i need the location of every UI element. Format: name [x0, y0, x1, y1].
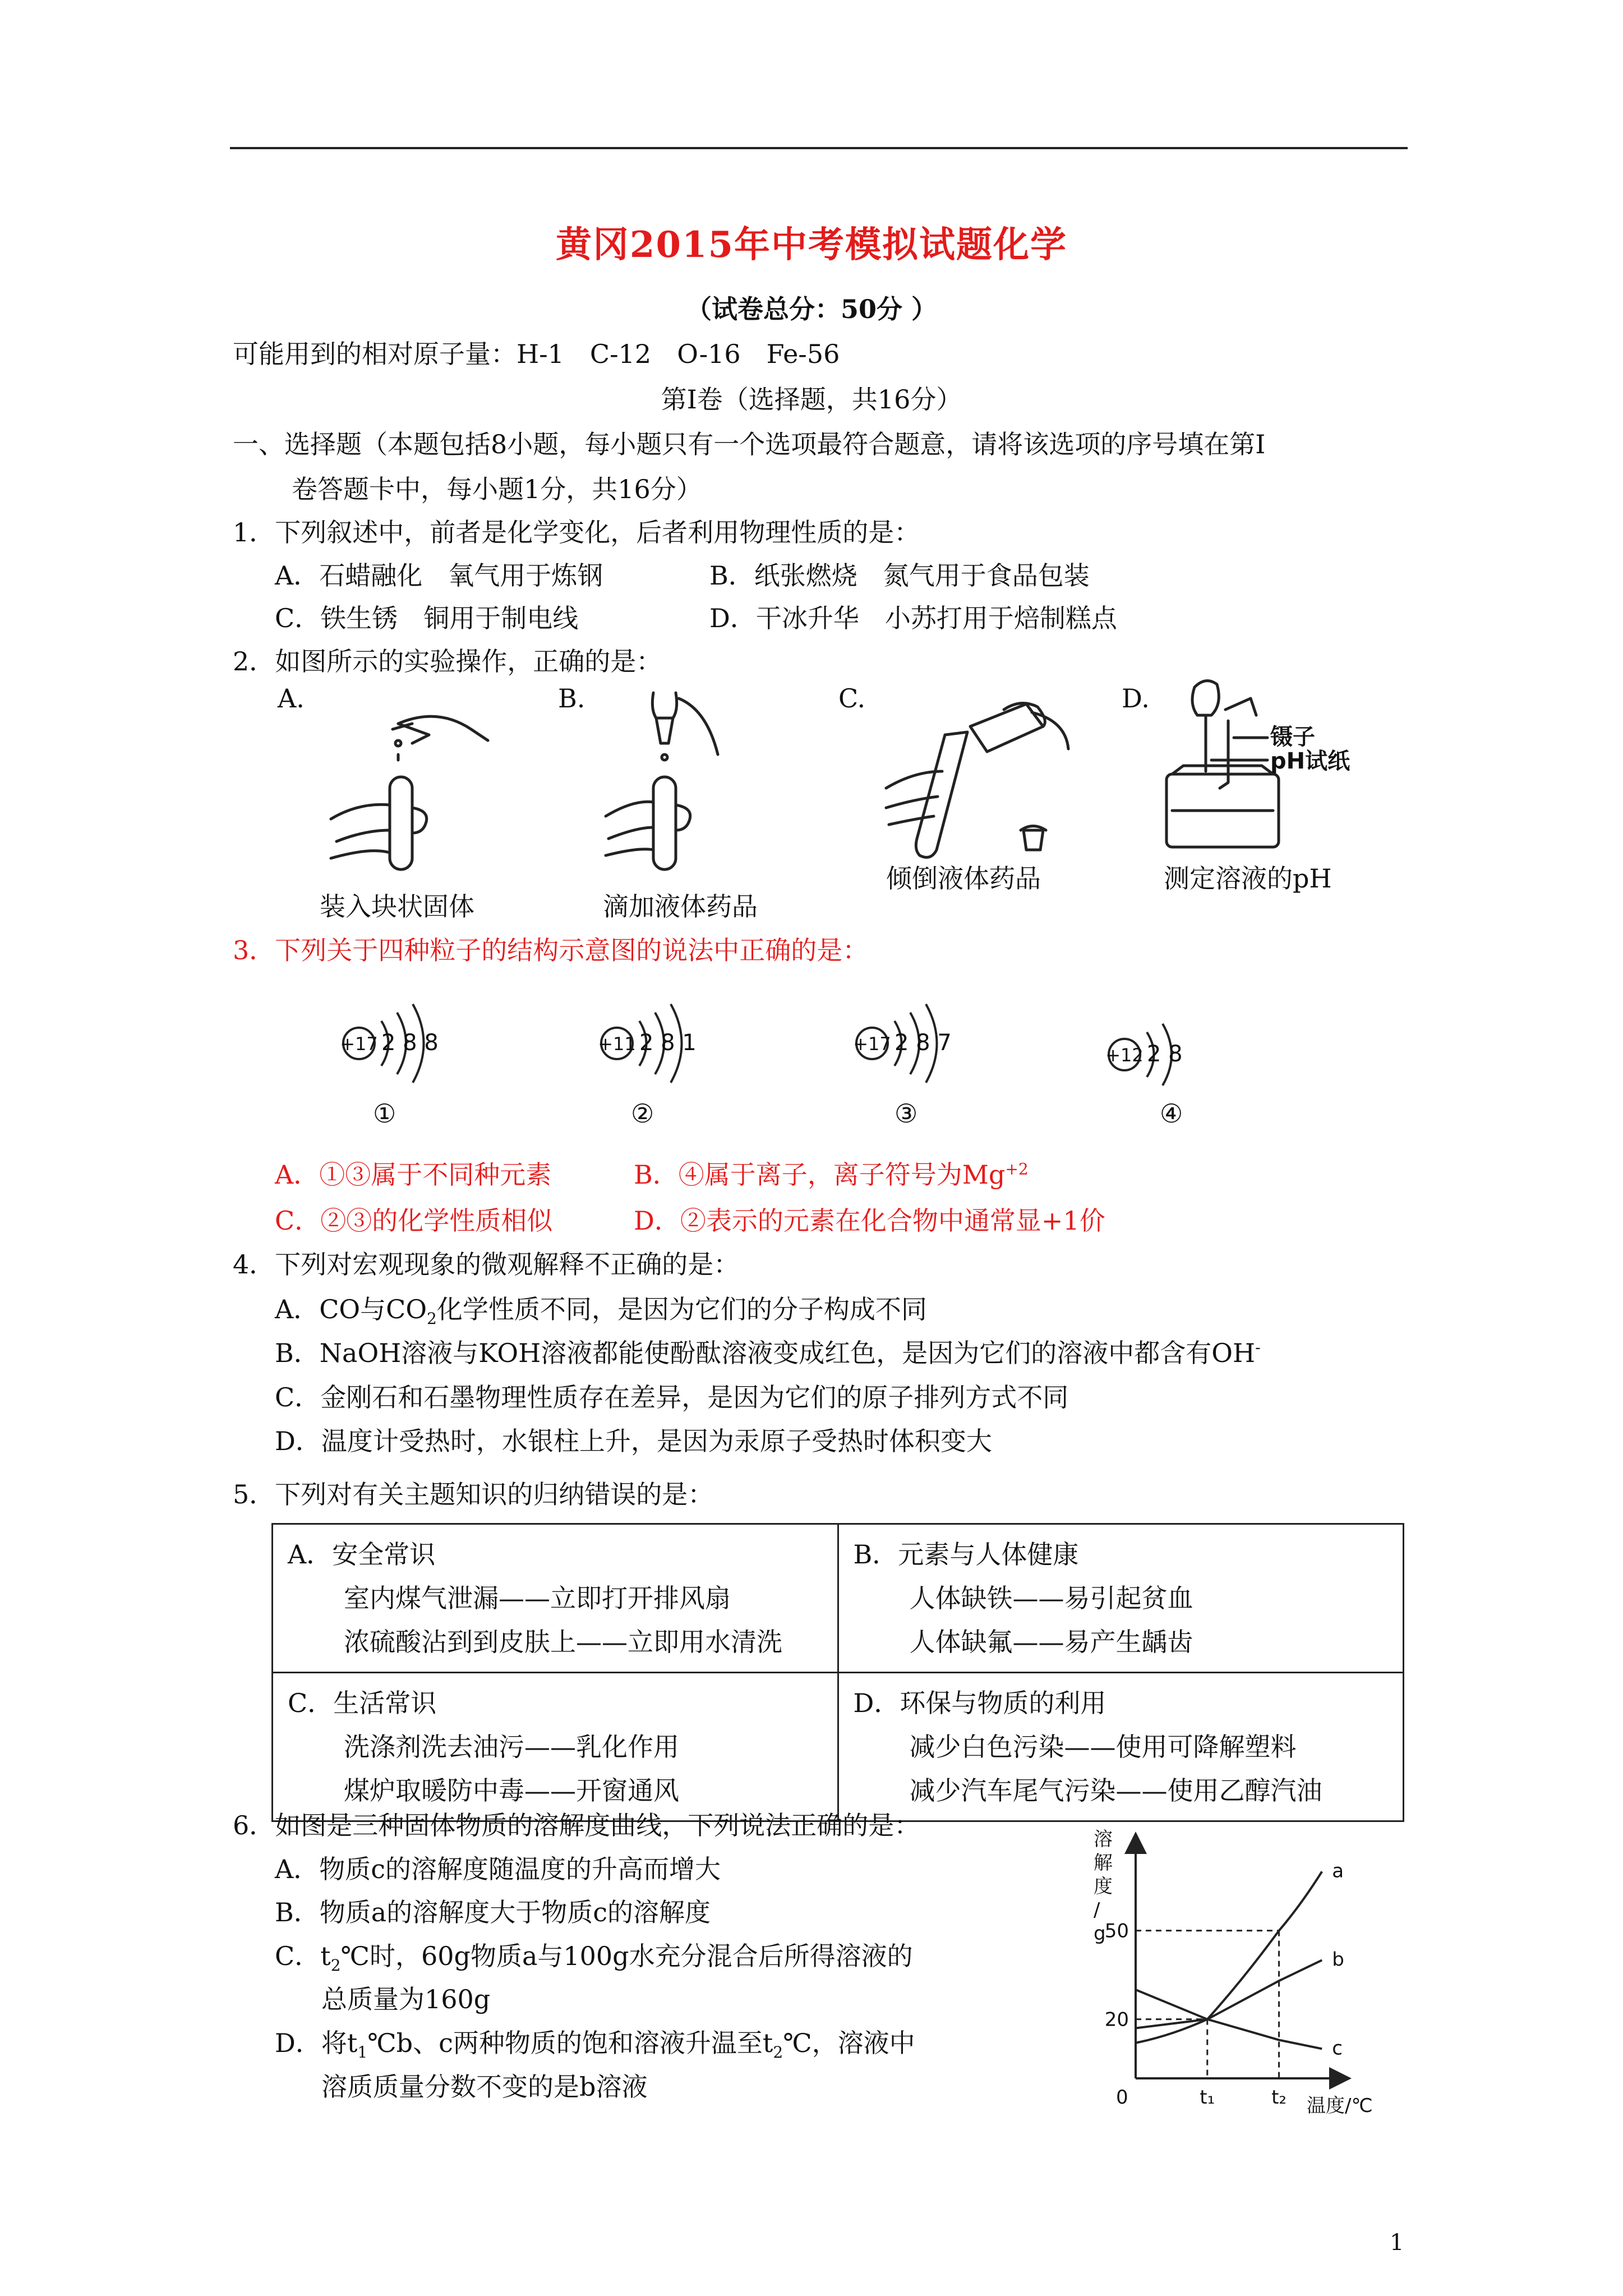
q3-option-a: A．①③属于不同种元素: [275, 1159, 552, 1190]
q4-option-a: [275, 1289, 927, 1328]
q1-option-c: C．铁生锈 铜用于制电线: [275, 603, 579, 633]
series-a-label: a: [1332, 1860, 1344, 1883]
fig-d-ph-test: [1144, 676, 1380, 855]
particle-3: [844, 982, 979, 1094]
exam-subtitle: （试卷总分：50分 ）: [685, 294, 938, 324]
q3-option-b-text: B．④属于离子，离子符号为Mg: [634, 1159, 1006, 1190]
q5-cell-d-title: D．环保与物质的利用: [853, 1688, 1106, 1718]
q5-cell-a-line2: 浓硫酸沾到到皮肤上——立即用水清洗: [344, 1627, 782, 1657]
q2-letter-b: B.: [558, 683, 585, 714]
q6-option-d-line2: 溶质质量分数不变的是b溶液: [321, 2072, 648, 2102]
q2-stem: 2．如图所示的实验操作，正确的是：: [233, 646, 662, 677]
q4-b-sup: -: [1255, 1338, 1261, 1357]
q3-option-d: D．②表示的元素在化合物中通常显+1价: [634, 1205, 1105, 1236]
q6-d-sub2: 2: [773, 2043, 783, 2062]
q5-cell-b-title: B．元素与人体健康: [853, 1539, 1079, 1570]
q6-option-a: A．物质c的溶解度随温度的升高而增大: [275, 1854, 721, 1884]
q5-cell-c-line1: 洗涤剂洗去油污——乳化作用: [344, 1732, 679, 1762]
particle-4-shells: 2 8: [1147, 1041, 1183, 1067]
q5-summary-table: [271, 1523, 1404, 1822]
q6-d-pre: D．将t: [275, 2028, 358, 2058]
q6-stem: 6．如图是三种固体物质的溶解度曲线，下列说法正确的是：: [233, 1810, 920, 1841]
fig-c-caption: 倾倒液体药品: [886, 863, 1041, 894]
part1-instruction-1: 一、选择题（本题包括8小题，每小题只有一个选项最符合题意，请将该选项的序号填在第Ⅰ: [233, 429, 1266, 459]
exam-title: 黄冈2015年中考模拟试题化学: [555, 224, 1068, 266]
q1-option-a: A．石蜡融化 氧气用于炼钢: [275, 560, 603, 591]
q2-letter-d: D.: [1122, 683, 1150, 714]
fig-c-pour-liquid: [875, 687, 1077, 872]
fig-a-caption: 装入块状固体: [320, 891, 474, 922]
q6-c-post: ℃时，60g物质a与100g水充分混合后所得溶液的: [340, 1941, 913, 1971]
q4-a-sub: 2: [427, 1309, 437, 1328]
q5-cell-a: [273, 1524, 838, 1673]
q4-option-c: C．金刚石和石墨物理性质存在差异，是因为它们的原子排列方式不同: [275, 1382, 1069, 1412]
q5-cell-b-line2: 人体缺氟——易产生龋齿: [909, 1627, 1193, 1657]
fig-d-label-tweezers: 镊子: [1270, 724, 1315, 750]
solubility-chart: [1082, 1823, 1396, 2137]
q4-a-post: 化学性质不同，是因为它们的分子构成不同: [436, 1294, 927, 1324]
particle-3-nucleus: +17: [853, 1033, 891, 1055]
q5-cell-c-title: C．生活常识: [288, 1688, 437, 1718]
q6-d-mid: ℃b、c两种物质的饱和溶液升温至t: [367, 2028, 773, 2058]
q2-letter-a: A.: [278, 683, 305, 714]
q4-option-b: [275, 1333, 1261, 1370]
particle-3-label: ③: [895, 1098, 918, 1129]
y-tick-50: 50: [1104, 1920, 1129, 1943]
particle-4: [1096, 982, 1231, 1094]
section-title: 第Ⅰ卷（选择题，共16分）: [661, 384, 962, 415]
fig-d-label-paper: pH试纸: [1270, 748, 1350, 774]
series-c-line: [1136, 1990, 1322, 2049]
part1-instruction-2: 卷答题卡中，每小题1分，共16分）: [292, 474, 702, 504]
series-b-label: b: [1332, 1948, 1344, 1971]
fig-d-caption: 测定溶液的pH: [1164, 863, 1332, 894]
q5-cell-a-line1: 室内煤气泄漏——立即打开排风扇: [344, 1583, 731, 1613]
particle-2-shells: 2 8 1: [639, 1030, 697, 1056]
particle-4-nucleus: +12: [1105, 1045, 1144, 1066]
q6-option-b: B．物质a的溶解度大于物质c的溶解度: [275, 1897, 711, 1927]
q5-cell-c-line2: 煤炉取暖防中毒——开窗通风: [344, 1775, 679, 1806]
page-number: 1: [1390, 2230, 1404, 2256]
q4-option-d: D．温度计受热时，水银柱上升，是因为汞原子受热时体积变大: [275, 1426, 992, 1456]
q5-cell-d-line1: 减少白色污染——使用可降解塑料: [909, 1732, 1297, 1762]
y-axis-label: 溶解度/ g: [1094, 1828, 1113, 1945]
q5-cell-a-title: A．安全常识: [288, 1539, 436, 1570]
q6-c-pre: C．t: [275, 1941, 331, 1971]
series-c-label: c: [1332, 2037, 1343, 2060]
q3-option-b: [634, 1154, 1029, 1191]
q5-cell-b: [838, 1524, 1404, 1673]
x-tick-1: t₁: [1200, 2086, 1215, 2109]
x-tick-2: t₂: [1271, 2086, 1287, 2109]
particle-1-shells: 2 8 8: [381, 1030, 439, 1056]
q5-cell-d: [838, 1673, 1404, 1821]
particle-1-label: ①: [373, 1098, 396, 1129]
q6-d-post: ℃，溶液中: [783, 2028, 915, 2058]
q3-option-c: C．②③的化学性质相似: [275, 1205, 553, 1236]
q3-option-b-charge: +2: [1005, 1159, 1029, 1179]
particle-1-nucleus: +17: [340, 1033, 378, 1055]
particle-1: [331, 982, 465, 1094]
q4-b-text: B．NaOH溶液与KOH溶液都能使酚酞溶液变成红色，是因为它们的溶液中都含有OH: [275, 1338, 1256, 1368]
fig-b-caption: 滴加液体药品: [603, 891, 758, 922]
series-a-line: [1136, 1871, 1322, 2042]
origin-label: 0: [1116, 2086, 1128, 2109]
top-rule: [230, 147, 1408, 149]
y-tick-20: 20: [1104, 2008, 1129, 2031]
particle-3-shells: 2 8 7: [895, 1030, 952, 1056]
x-axis-label: 温度/℃: [1307, 2095, 1373, 2117]
q1-option-d: D．干冰升华 小苏打用于焙制糕点: [709, 603, 1117, 633]
q6-option-d: [275, 2023, 915, 2062]
q5-cell-d-line2: 减少汽车尾气污染——使用乙醇汽油: [909, 1775, 1322, 1806]
q6-option-c: [275, 1936, 913, 1975]
q1-stem: 1．下列叙述中，前者是化学变化，后者利用物理性质的是：: [233, 517, 920, 547]
q6-option-c-line2: 总质量为160g: [321, 1984, 491, 2014]
q4-stem: 4．下列对宏观现象的微观解释不正确的是：: [233, 1249, 740, 1280]
q6-c-sub: 2: [330, 1956, 341, 1975]
particle-2-label: ②: [631, 1098, 654, 1129]
q5-cell-c: [273, 1673, 838, 1821]
q5-cell-b-line1: 人体缺铁——易引起贫血: [909, 1583, 1193, 1613]
q3-stem: 3．下列关于四种粒子的结构示意图的说法中正确的是：: [233, 935, 869, 965]
particle-2-nucleus: +11: [598, 1033, 636, 1055]
q6-d-sub1: 1: [357, 2043, 368, 2062]
fig-b-drop-liquid: [594, 687, 763, 875]
atomic-mass-line: 可能用到的相对原子量：H-1 C-12 O-16 Fe-56: [233, 339, 840, 369]
particle-2: [589, 982, 723, 1094]
q5-stem: 5．下列对有关主题知识的归纳错误的是：: [233, 1479, 714, 1510]
q4-a-pre: A．CO与CO: [275, 1294, 427, 1324]
q2-letter-c: C.: [838, 683, 866, 714]
q1-option-b: B．纸张燃烧 氮气用于食品包装: [709, 560, 1090, 591]
particle-4-label: ④: [1160, 1098, 1183, 1129]
fig-a-block-solid: [314, 690, 505, 875]
